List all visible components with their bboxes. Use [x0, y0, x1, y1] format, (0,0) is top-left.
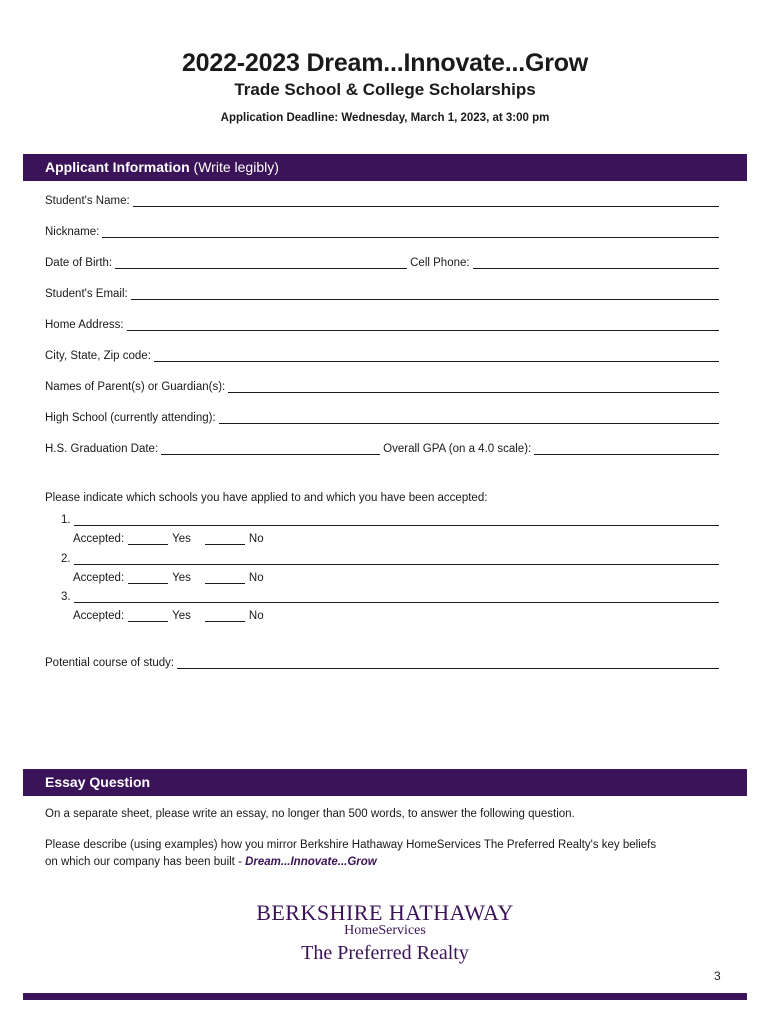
- application-deadline: Application Deadline: Wednesday, March 1, 2023, at 3:00 pm: [220, 112, 550, 124]
- course-of-study-label: Potential course of study:: [45, 657, 175, 669]
- essay-question-text: on which our company has been built -: [45, 856, 246, 868]
- page-number: 3: [714, 969, 721, 983]
- essay-question: [45, 837, 725, 871]
- essay-question-line-1: Please describe (using examples) how you mirror Berkshire Hathaway HomeServices The Preferred Realty's key beliefs: [45, 839, 657, 851]
- school-2-yes-blank[interactable]: [128, 571, 168, 584]
- parents-label: Names of Parent(s) or Guardian(s):: [45, 381, 226, 393]
- school-1-yes-label: Yes: [172, 533, 191, 545]
- applicant-info-heading: Applicant Information: [45, 159, 190, 175]
- school-3-no-blank[interactable]: [205, 609, 245, 622]
- school-3-no-label: No: [248, 610, 264, 622]
- school-3-accepted-label: Accepted:: [73, 610, 125, 622]
- course-of-study-line[interactable]: [177, 656, 719, 669]
- school-2-number: 2.: [61, 553, 71, 565]
- dob-line[interactable]: [115, 256, 407, 269]
- school-3-accepted-row: [73, 606, 264, 622]
- company-logo-preferred-realty: The Preferred Realty: [301, 942, 469, 964]
- school-2-no-label: No: [248, 572, 264, 584]
- city-state-zip-label: City, State, Zip code:: [45, 350, 151, 362]
- school-2-accepted-label: Accepted:: [73, 572, 125, 584]
- grad-date-label: H.S. Graduation Date:: [45, 443, 159, 455]
- student-name-field[interactable]: [45, 191, 719, 207]
- parents-line[interactable]: [228, 380, 719, 393]
- nickname-field[interactable]: [45, 222, 719, 238]
- parents-field[interactable]: [45, 377, 719, 393]
- school-3-yes-blank[interactable]: [128, 609, 168, 622]
- dob-cell-row: [45, 253, 719, 269]
- high-school-line[interactable]: [219, 411, 719, 424]
- student-name-label: Student's Name:: [45, 195, 130, 207]
- school-2-field[interactable]: [61, 549, 719, 565]
- course-of-study-field[interactable]: [45, 653, 719, 669]
- school-2-accepted-row: [73, 568, 264, 584]
- footer-bar: [23, 993, 747, 1000]
- essay-header: [23, 769, 747, 796]
- school-1-accepted-row: [73, 529, 264, 545]
- school-1-no-blank[interactable]: [205, 532, 245, 545]
- school-1-field[interactable]: [61, 510, 719, 526]
- applicant-info-header: [23, 154, 747, 181]
- school-1-accepted-label: Accepted:: [73, 533, 125, 545]
- nickname-label: Nickname:: [45, 226, 100, 238]
- company-logo-berkshire: BERKSHIRE HATHAWAY: [256, 900, 514, 925]
- essay-question-emphasis: Dream...Innovate...Grow: [245, 856, 377, 868]
- email-line[interactable]: [131, 287, 719, 300]
- schools-prompt: Please indicate which schools you have applied to and which you have been accepted:: [45, 492, 488, 504]
- home-address-line[interactable]: [127, 318, 719, 331]
- city-state-zip-line[interactable]: [154, 349, 719, 362]
- essay-question-line-2: [45, 854, 725, 871]
- applicant-info-note: (Write legibly): [189, 159, 279, 175]
- page-title: 2022-2023 Dream...Innovate...Grow: [181, 49, 589, 77]
- essay-instruction: On a separate sheet, please write an essay, no longer than 500 words, to answer the following question.: [45, 808, 575, 820]
- email-field[interactable]: [45, 284, 719, 300]
- school-2-no-blank[interactable]: [205, 571, 245, 584]
- email-label: Student's Email:: [45, 288, 128, 300]
- essay-heading: Essay Question: [45, 774, 151, 790]
- school-1-no-label: No: [248, 533, 264, 545]
- grad-gpa-row: [45, 439, 719, 455]
- school-1-number: 1.: [61, 514, 71, 526]
- school-3-yes-label: Yes: [172, 610, 191, 622]
- school-1-line[interactable]: [74, 513, 719, 526]
- company-logo-homeservices: HomeServices: [344, 923, 426, 938]
- nickname-line[interactable]: [102, 225, 719, 238]
- school-3-line[interactable]: [74, 590, 719, 603]
- dob-label: Date of Birth:: [45, 257, 113, 269]
- home-address-field[interactable]: [45, 315, 719, 331]
- page-subtitle: Trade School & College Scholarships: [234, 80, 536, 99]
- gpa-line[interactable]: [534, 442, 719, 455]
- school-3-field[interactable]: [61, 587, 719, 603]
- high-school-field[interactable]: [45, 408, 719, 424]
- home-address-label: Home Address:: [45, 319, 124, 331]
- school-2-line[interactable]: [74, 552, 719, 565]
- student-name-line[interactable]: [133, 194, 719, 207]
- school-2-yes-label: Yes: [172, 572, 191, 584]
- cell-phone-label: Cell Phone:: [410, 257, 470, 269]
- high-school-label: High School (currently attending):: [45, 412, 216, 424]
- grad-date-line[interactable]: [161, 442, 380, 455]
- cell-phone-line[interactable]: [473, 256, 719, 269]
- school-1-yes-blank[interactable]: [128, 532, 168, 545]
- city-state-zip-field[interactable]: [45, 346, 719, 362]
- gpa-label: Overall GPA (on a 4.0 scale):: [383, 443, 532, 455]
- school-3-number: 3.: [61, 591, 71, 603]
